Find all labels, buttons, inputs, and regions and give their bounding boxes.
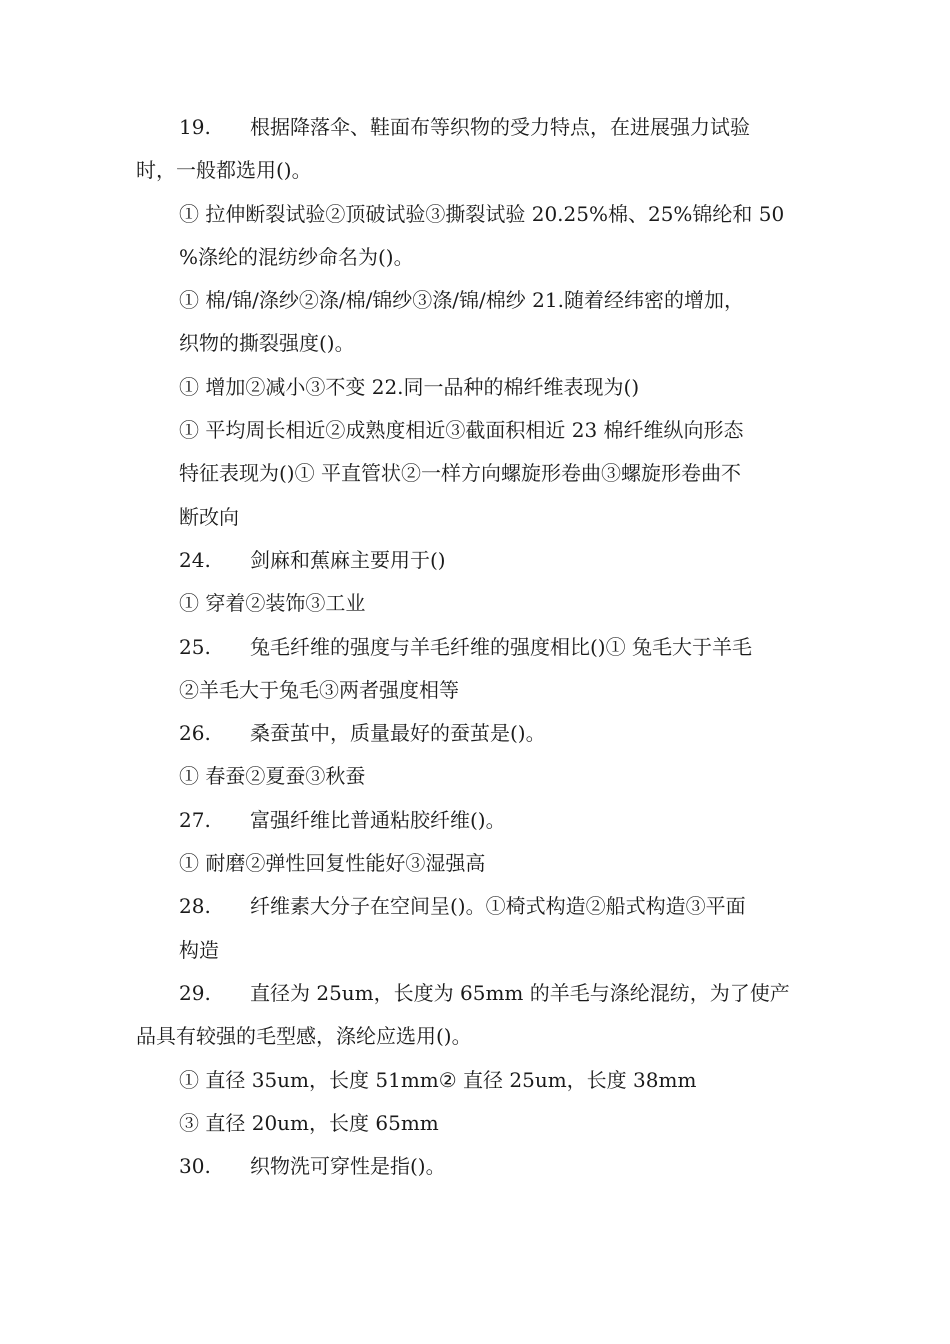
text-line: 特征表现为()① 平直管状②一样方向螺旋形卷曲③螺旋形卷曲不 [179, 461, 741, 486]
question-text: 富强纤维比普通粘胶纤维()。 [250, 807, 506, 832]
text-line: 断改向 [179, 504, 239, 529]
text-line: 织物的撕裂强度()。 [179, 331, 355, 356]
question-text: 纤维素大分子在空间呈()。①椅式构造②船式构造③平面 [250, 894, 746, 919]
question-number: 27. [179, 807, 211, 832]
text-line: 构造 [179, 937, 219, 962]
text-line: ① 平均周长相近②成熟度相近③截面积相近 23 棉纤维纵向形态 [179, 418, 744, 443]
text-line: ① 春蚕②夏蚕③秋蚕 [179, 764, 366, 789]
question-number: 25. [179, 634, 211, 659]
text-line: 时，一般都选用()。 [136, 158, 312, 183]
question-text: 兔毛纤维的强度与羊毛纤维的强度相比()① 兔毛大于羊毛 [250, 634, 752, 659]
text-line: ① 穿着②装饰③工业 [179, 591, 366, 616]
text-line [179, 972, 950, 1015]
text-line: ① 直径 35um，长度 51mm② 直径 25um，长度 38mm [179, 1067, 697, 1092]
question-text: 剑麻和蕉麻主要用于() [250, 547, 446, 572]
question-number: 19. [179, 115, 211, 139]
question-number: 24. [179, 547, 211, 572]
question-number: 30. [179, 1154, 211, 1179]
question-text: 根据降落伞、鞋面布等织物的受力特点，在进展强力试验 [250, 115, 750, 139]
question-text: 桑蚕茧中，质量最好的蚕茧是()。 [250, 721, 546, 746]
text-line: ① 拉伸断裂试验②顶破试验③撕裂试验 20.25%棉、25%锦纶和 50 [179, 201, 785, 226]
text-line: ① 耐磨②弹性回复性能好③湿强高 [179, 851, 486, 876]
text-line [179, 539, 950, 582]
question-number: 28. [179, 894, 211, 919]
question-number: 26. [179, 721, 211, 746]
text-line: ②羊毛大于兔毛③两者强度相等 [179, 677, 459, 702]
question-text: 织物洗可穿性是指()。 [250, 1154, 446, 1179]
text-line [179, 885, 950, 928]
text-line [179, 626, 950, 669]
text-line: 品具有较强的毛型感，涤纶应选用()。 [136, 1024, 472, 1049]
text-line: %涤纶的混纺纱命名为()。 [179, 244, 414, 269]
text-line [179, 106, 950, 149]
question-text: 直径为 25um，长度为 65mm 的羊毛与涤纶混纺，为了使产 [250, 980, 790, 1005]
text-line: ① 增加②减小③不变 22.同一品种的棉纤维表现为() [179, 374, 640, 399]
text-line: ① 棉/锦/涤纱②涤/棉/锦纱③涤/锦/棉纱 21.随着经纬密的增加， [179, 288, 744, 313]
text-line [179, 712, 950, 755]
text-line: ③ 直径 20um，长度 65mm [179, 1110, 439, 1135]
text-line [179, 1145, 950, 1188]
question-number: 29. [179, 980, 211, 1005]
text-line [179, 799, 950, 842]
